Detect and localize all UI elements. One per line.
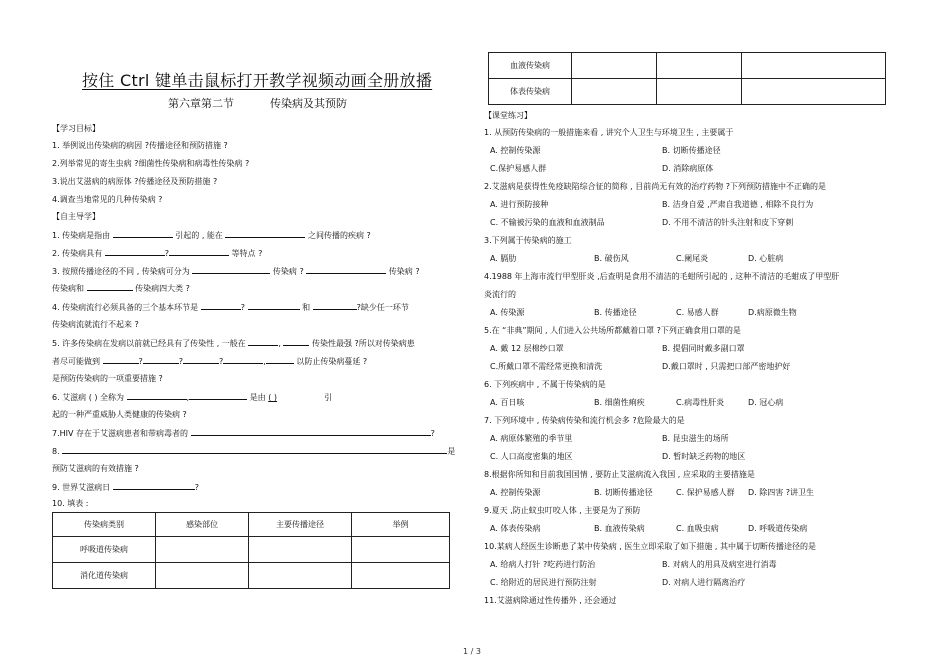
- table-row: [489, 53, 886, 79]
- blank[interactable]: [183, 356, 219, 364]
- q5-text-h: ,: [263, 357, 266, 366]
- table-row: [53, 563, 450, 589]
- mc-option[interactable]: A. 百日咳: [490, 398, 525, 407]
- table-cell[interactable]: [742, 53, 886, 79]
- mc-option[interactable]: C. 给附近的居民进行预防注射: [490, 578, 597, 587]
- table-row-label: 体表传染病: [489, 79, 572, 105]
- q4-text-b: ?: [240, 303, 245, 312]
- q6-text-a: 6. 艾滋病 ( ) 全称为: [52, 393, 125, 402]
- fill-question-2: [52, 248, 262, 259]
- page-subtitle: [168, 95, 383, 111]
- blank[interactable]: [105, 248, 165, 256]
- blank[interactable]: [127, 392, 187, 400]
- table-header-row: [53, 513, 450, 537]
- blank[interactable]: [113, 482, 195, 490]
- q3-text-b: 传染病 ?: [272, 267, 304, 276]
- q4-text-a: 4. 传染病流行必须具备的三个基本环节是: [52, 303, 199, 312]
- blank[interactable]: [103, 356, 139, 364]
- page-number: 1 / 3: [463, 647, 481, 656]
- mc-option[interactable]: A. 进行预防接种: [490, 200, 549, 209]
- mc-question-stem: 炎流行的: [484, 290, 516, 299]
- q8-text-a: 8.: [52, 447, 60, 456]
- fill-question-1: [52, 230, 371, 241]
- fill-question-6-cont: 起的一种严重威胁人类健康的传染病 ?: [52, 410, 187, 419]
- blank[interactable]: [248, 338, 278, 346]
- table-cell[interactable]: [249, 563, 352, 589]
- table-row-label: 血液传染病: [489, 53, 572, 79]
- table-cell[interactable]: [657, 79, 742, 105]
- q4-text-d: ?缺少任一环节: [356, 303, 409, 312]
- fill-question-3-cont: [52, 283, 190, 294]
- table-header-cell: 主要传播途径: [249, 513, 352, 537]
- mc-option[interactable]: D. 对病人进行隔离治疗: [662, 578, 746, 587]
- q5-text-d: 者尽可能做到: [52, 357, 100, 366]
- disease-type-table-cont: [488, 52, 886, 105]
- mc-option[interactable]: A. 传染源: [490, 308, 525, 317]
- mc-question-stem: 7. 下列环境中 , 传染病传染和流行机会多 ?危险最大的是: [484, 416, 685, 425]
- mc-option[interactable]: C.阑尾炎: [676, 254, 709, 263]
- q5-text-i: 以防止传染病蔓延 ?: [296, 357, 368, 366]
- section-class-practice: 【课堂练习】: [484, 111, 532, 120]
- fill-question-9: [52, 482, 199, 493]
- mc-option[interactable]: D. 不用不清洁的针头注射和皮下穿刺: [662, 218, 794, 227]
- table-cell[interactable]: [572, 53, 657, 79]
- blank[interactable]: [192, 266, 270, 274]
- chapter-label: 第六章第二节: [168, 97, 234, 110]
- goal-1: 1. 举例说出传染病的病因 ?传播途径和预防措施 ?: [52, 141, 228, 150]
- fill-question-10: 10. 填表 :: [52, 499, 89, 508]
- goal-3: 3.说出艾滋病的病原体 ?传播途径及预防措施 ?: [52, 177, 218, 186]
- q3-text-e: 传染病四大类 ?: [135, 284, 190, 293]
- fill-question-3: [52, 266, 420, 277]
- mc-option[interactable]: B. 对病人的用具及病室进行消毒: [662, 560, 777, 569]
- mc-option[interactable]: D.戴口罩时 , 只需把口部严密地护好: [662, 362, 791, 371]
- mc-option[interactable]: B. 细菌性痢疾: [594, 398, 645, 407]
- q6-text-e: 引: [324, 393, 333, 402]
- q5-text-c: 传染性最强 ?所以对传染病患: [312, 339, 415, 348]
- mc-option[interactable]: D.病原微生物: [748, 308, 797, 317]
- table-cell[interactable]: [657, 53, 742, 79]
- mc-option[interactable]: C.所戴口罩不需经常更换和清洗: [490, 362, 603, 371]
- disease-type-table: [52, 512, 450, 589]
- blank[interactable]: [223, 356, 263, 364]
- fill-question-6: [52, 392, 332, 403]
- mc-option[interactable]: C. 易感人群: [676, 308, 719, 317]
- mc-option[interactable]: C.保护易感人群: [490, 164, 547, 173]
- blank[interactable]: [169, 248, 229, 256]
- mc-option[interactable]: B. 传播途径: [594, 308, 637, 317]
- table-cell[interactable]: [352, 537, 450, 563]
- mc-option[interactable]: C. 保护易感人群: [676, 488, 735, 497]
- q5-text-e: ?: [138, 357, 143, 366]
- blank[interactable]: [225, 230, 305, 238]
- mc-option[interactable]: D. 暂时缺乏药物的地区: [662, 452, 746, 461]
- q1-text-c: 之间传播的疾病 ?: [308, 231, 371, 240]
- section-self-study: 【自主导学】: [52, 212, 100, 221]
- mc-option[interactable]: B. 洁身自爱 ,严肃自我道德 , 相除不良行为: [662, 200, 814, 209]
- q7-text-a: 7.HIV 存在于艾滋病患者和带病毒者的: [52, 429, 189, 438]
- blank[interactable]: [306, 266, 386, 274]
- blank[interactable]: [248, 302, 300, 310]
- mc-option[interactable]: B. 切断传播途径: [662, 146, 721, 155]
- goal-4: 4.调查当地常见的几种传染病 ?: [52, 195, 163, 204]
- mc-question-stem: 4.1988 年上海市流行甲型肝炎 ,后查明是食用不清洁的毛蚶所引起的 , 这种不清洁的毛蚶成了甲型肝: [484, 272, 840, 281]
- blank[interactable]: [143, 356, 179, 364]
- mc-option[interactable]: A. 膈肋: [490, 254, 517, 263]
- mc-option[interactable]: B. 提倡同时戴多副口罩: [662, 344, 745, 353]
- table-row: [489, 79, 886, 105]
- blank[interactable]: [186, 392, 247, 402]
- section-learning-goals: 【学习目标】: [52, 124, 100, 133]
- mc-option[interactable]: D. 冠心病: [748, 398, 784, 407]
- q3-text-c: 传染病 ?: [388, 267, 420, 276]
- blank[interactable]: [113, 230, 173, 238]
- mc-option[interactable]: D. 除四害 ?讲卫生: [748, 488, 815, 497]
- mc-option[interactable]: A. 给病人打针 ?吃药进行防治: [490, 560, 596, 569]
- q6-text-b: ,: [186, 393, 190, 402]
- q5-text-a: 5. 许多传染病在发病以前就已经具有了传染性 , 一般在: [52, 339, 246, 348]
- q2-text-a: 2. 传染病具有: [52, 249, 103, 258]
- q1-text-b: 引起的 , 能在: [175, 231, 223, 240]
- table-cell[interactable]: [249, 537, 352, 563]
- fill-question-5-end: 是预防传染病的一项重要措施 ?: [52, 374, 163, 383]
- q1-text-a: 1. 传染病是指由: [52, 231, 111, 240]
- q3-text-a: 3. 按照传播途径的不同 , 传染病可分为: [52, 267, 190, 276]
- blank[interactable]: [62, 446, 447, 454]
- q4-text-c: 和: [302, 303, 311, 312]
- q6-text-d: ( ): [268, 393, 278, 402]
- fill-question-5-cont: [52, 356, 367, 367]
- mc-option[interactable]: B. 昆虫滋生的场所: [662, 434, 729, 443]
- mc-option[interactable]: A. 病原体繁殖的季节里: [490, 434, 573, 443]
- fill-question-7: [52, 428, 435, 439]
- page-title[interactable]: 按住 Ctrl 键单击鼠标打开教学视频动画全册放播: [82, 71, 433, 90]
- q5-text-g: ?: [219, 357, 224, 366]
- fill-question-4-cont: 传染病流就流行不起来 ?: [52, 320, 139, 329]
- table-header-cell: 传染病类别: [53, 513, 156, 537]
- mc-question-stem: 8.根据你所知和目前我国国情 , 要防止艾滋病流入我国 , 应采取的主要措施是: [484, 470, 755, 479]
- table-cell[interactable]: [352, 563, 450, 589]
- blank[interactable]: [283, 338, 309, 346]
- mc-question-stem: 6. 下列疾病中 , 不属于传染病的是: [484, 380, 606, 389]
- blank[interactable]: [191, 428, 431, 436]
- mc-option[interactable]: D. 呼吸道传染病: [748, 524, 808, 533]
- mc-question-stem: 10.某病人经医生诊断患了某中传染病 , 医生立即采取了如下措施 , 其中属于切断传播途径的是: [484, 542, 816, 551]
- mc-option[interactable]: C. 不输被污染的血液和血液制品: [490, 218, 605, 227]
- mc-question-stem: 5.在 “非典”期间 , 人们进入公共场所都戴着口罩 ?下列正确食用口罩的是: [484, 326, 741, 335]
- table-header-cell: 感染部位: [156, 513, 249, 537]
- blank[interactable]: [313, 302, 357, 310]
- blank[interactable]: [201, 302, 241, 310]
- q5-text-f: ?: [178, 357, 184, 366]
- fill-question-8-cont: 预防艾滋病的有效措施 ?: [52, 464, 139, 473]
- table-cell[interactable]: [742, 79, 886, 105]
- mc-option[interactable]: B. 切断传播途径: [594, 488, 653, 497]
- table-cell[interactable]: [156, 563, 249, 589]
- mc-question-stem: 1. 从预防传染病的一般措施来看 , 讲究个人卫生与环境卫生 , 主要属于: [484, 128, 734, 137]
- table-row-label: 呼吸道传染病: [53, 537, 156, 563]
- mc-question-stem: 11.艾滋病除通过性传播外 , 还会通过: [484, 596, 617, 605]
- mc-option[interactable]: D. 消除病原体: [662, 164, 714, 173]
- mc-option[interactable]: A. 戴 12 层棉纱口罩: [490, 344, 564, 353]
- fill-question-4: [52, 302, 409, 313]
- q3-text-d: 传染病和: [52, 284, 84, 293]
- fill-question-8: [52, 446, 455, 457]
- mc-question-stem: 9.夏天 ,防止蚊虫叮咬人体 , 主要是为了预防: [484, 506, 641, 515]
- goal-2: 2.列举常见的寄生虫病 ?细菌性传染病和病毒性传染病 ?: [52, 159, 250, 168]
- mc-option[interactable]: C.病毒性肝炎: [676, 398, 725, 407]
- table-row: [53, 537, 450, 563]
- q9-text-a: 9. 世界艾滋病日: [52, 483, 111, 492]
- mc-question-stem: 3.下列属于传染病的施工: [484, 236, 572, 245]
- mc-option[interactable]: A. 体表传染病: [490, 524, 541, 533]
- blank[interactable]: [87, 283, 133, 291]
- q5-text-b: ,: [278, 339, 281, 348]
- fill-question-5: [52, 338, 415, 349]
- q8-text-b: 是: [447, 447, 456, 456]
- q2-text-b: ?: [164, 249, 169, 258]
- mc-option[interactable]: B. 破伤风: [594, 254, 629, 263]
- mc-option[interactable]: B. 血液传染病: [594, 524, 645, 533]
- q7-text-b: ?: [430, 429, 435, 438]
- mc-option[interactable]: C. 血吸虫病: [676, 524, 719, 533]
- q9-text-b: ?: [194, 483, 199, 492]
- table-header-cell: 举例: [352, 513, 450, 537]
- table-row-label: 消化道传染病: [53, 563, 156, 589]
- mc-option[interactable]: C. 人口高度密集的地区: [490, 452, 573, 461]
- mc-option[interactable]: A. 控制传染源: [490, 146, 541, 155]
- q6-text-c: 是由: [249, 393, 266, 402]
- blank[interactable]: [266, 356, 294, 364]
- table-cell[interactable]: [572, 79, 657, 105]
- mc-option[interactable]: D. 心脏病: [748, 254, 784, 263]
- mc-question-stem: 2.艾滋病是获得性免疫缺陷综合征的简称 , 目前尚无有效的治疗药物 ?下列预防措施中不正确的是: [484, 182, 827, 191]
- mc-option[interactable]: A. 控制传染源: [490, 488, 541, 497]
- topic-label: 传染病及其预防: [270, 97, 347, 110]
- q2-text-c: 等特点 ?: [231, 249, 263, 258]
- table-cell[interactable]: [156, 537, 249, 563]
